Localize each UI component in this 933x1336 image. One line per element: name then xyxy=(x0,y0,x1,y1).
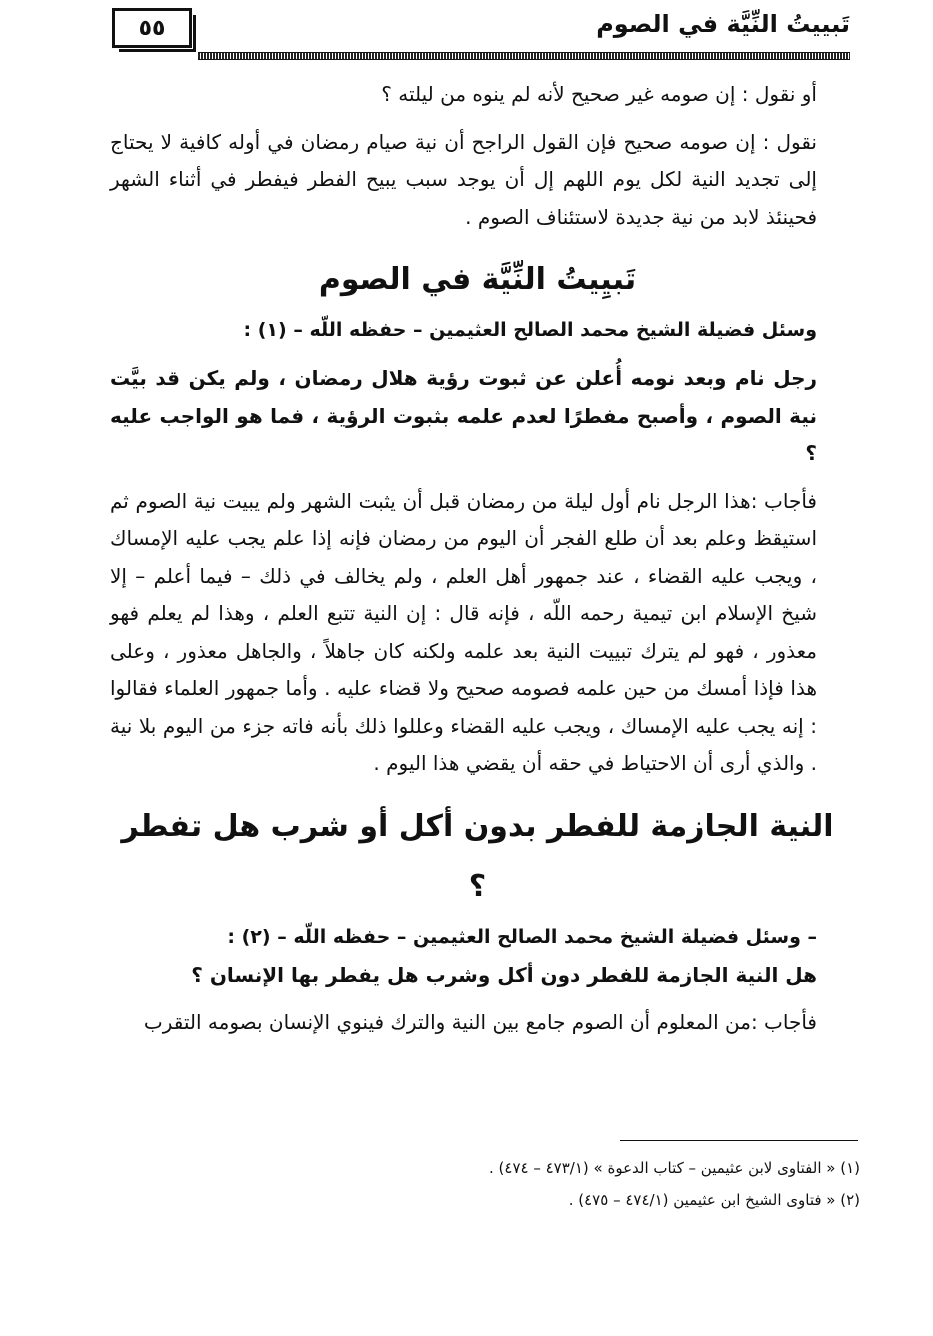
header-rule xyxy=(198,52,850,60)
question-2: هل النية الجازمة للفطر دون أكل وشرب هل يفطر بها الإنسان ؟ xyxy=(191,962,817,987)
attribution-2: – وسئل فضيلة الشيخ محمد الصالح العثيمين – حفظه اللّه – (٢) : xyxy=(227,925,817,948)
page-number: ٥٥ xyxy=(112,8,192,48)
paragraph-2: نقول : إن صومه صحيح فإن القول الراجح أن نية صيام رمضان في أوله كافية لا يحتاج إلى تجديد النية لكل يوم اللهم إل أن يوجد سبب يبيح الفطر فيفطر في أثناء الشهر فحينئذ لابد من نية جديدة لاستئناف الصوم . xyxy=(110,129,817,229)
answer-1: فأجاب :هذا الرجل نام أول ليلة من رمضان قبل أن يثبت الشهر ولم يبيت نية الصوم ثم استيقظ وعلم بعد أن طلع الفجر أن اليوم من رمضان فإنه إذا علم يجب عليه الإمساك ، ويجب عليه القضاء ، عند جمهور أهل العلم ، ولم يخالف في ذلك – فيما أعلم – إلا شيخ الإسلام ابن تيمية رحمه اللّه ، فإنه قال : إن النية تتبع العلم ، وهذا لم يعلم فهو معذور ، فهو لم يترك تبييت النية بعد علمه ولكنه كان جاهلاً ، والجاهل معذور ، وعلى هذا فإذا أمسك من حين علمه فصومه صحيح ولا قضاء عليه . وأما جمهور العلماء فقالوا : إنه يجب عليه الإمساك ، ويجب عليه القضاء وعللوا ذلك بأنه فاته جزء من اليوم بلا نية . والذي أرى أن الاحتياط في حقه أن يقضي هذا اليوم . xyxy=(110,488,817,775)
footnotes xyxy=(110,1152,860,1216)
question-1: رجل نام وبعد نومه أُعلن عن ثبوت رؤية هلال رمضان ، ولم يكن قد بيَّت نية الصوم ، وأصبح مفطرًا لعدم علمه بثبوت الرؤية ، فما هو الواجب عليه ؟ xyxy=(110,366,817,465)
page-body xyxy=(110,76,845,1042)
footnote-1: (١) « الفتاوى لابن عثيمين – كتاب الدعوة » (٤٧٣/١ – ٤٧٤) . xyxy=(489,1159,860,1177)
footnote-2: (٢) « فتاوى الشيخ ابن عثيمين (٤٧٤/١ – ٤٧٥) . xyxy=(568,1191,860,1209)
running-title: تَبييتُ النِّيَّة في الصوم xyxy=(596,10,850,38)
section-title-1: تَبيِيتُ النِّيَّة في الصوم xyxy=(318,262,637,297)
attribution-1: وسئل فضيلة الشيخ محمد الصالح العثيمين – حفظه اللّه – (١) : xyxy=(243,319,817,341)
page-header xyxy=(112,8,850,60)
footnote-rule xyxy=(620,1140,858,1141)
answer-2: فأجاب :من المعلوم أن الصوم جامع بين النية والترك فينوي الإنسان بصومه التقرب xyxy=(143,1010,817,1034)
paragraph-1: أو نقول : إن صومه غير صحيح لأنه لم ينوه من ليلته ؟ xyxy=(381,82,817,106)
section-title-2: النية الجازمة للفطر بدون أكل أو شرب هل تفطر ؟ xyxy=(121,808,834,904)
